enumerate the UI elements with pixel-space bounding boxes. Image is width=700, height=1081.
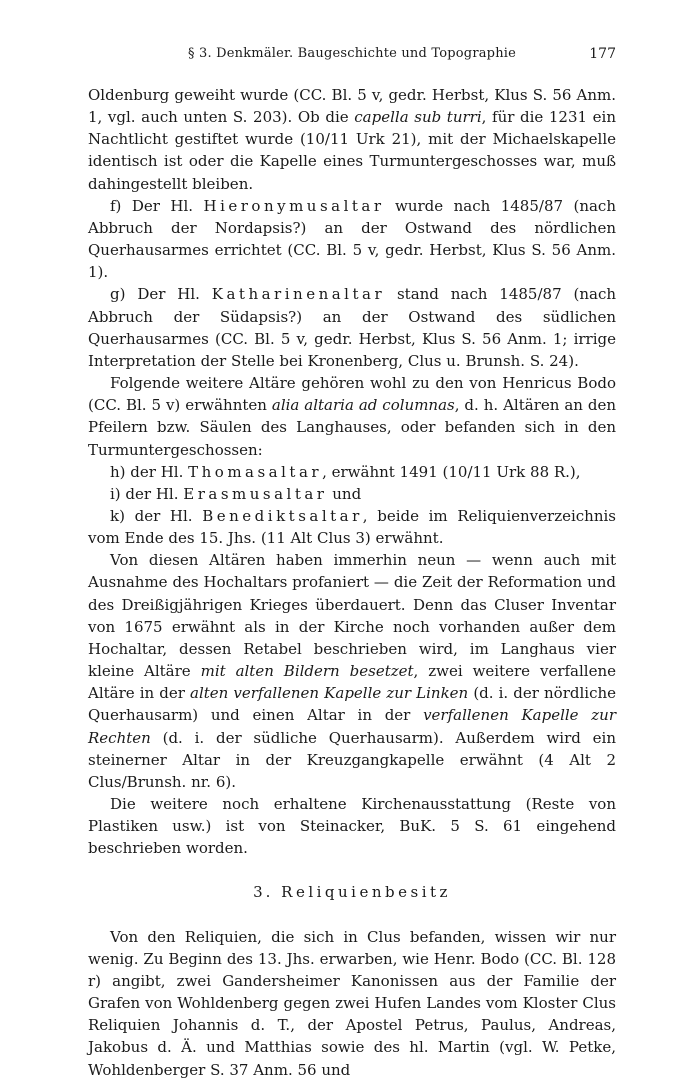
text-run: und — [327, 484, 362, 503]
text-run: (d. i. der südliche Querhausarm). Außerdem wird ein steinerner Altar in der Kreuzgangkapelle erwähnt (4 Alt 2 Clus/Brunsh. nr. 6). — [88, 728, 616, 791]
paragraph-item-h — [88, 461, 616, 483]
section-title: Reliquienbesitz — [281, 883, 451, 902]
spaced-altar-name: Thomasaltar — [188, 462, 323, 481]
text-run: Folgende weitere Altäre gehören wohl zu den von Henricus Bodo (CC. Bl. 5 v) erwähnten — [88, 374, 616, 415]
section-heading — [88, 881, 616, 903]
italic-quote: verfallenen Kapelle zur Rechten — [88, 706, 616, 747]
spaced-altar-name: Hieronymusaltar — [203, 196, 385, 215]
paragraph-von-diesen — [88, 549, 616, 793]
text-run: stand nach 1485/87 (nach Abbruch der Südapsis?) an der Ostwand des südlichen Querhausarmes (CC. Bl. 5 v, gedr. Herbst, Klus S. 56 Anm. 1; irrige Interpretation der Stelle bei Kronenberg, Clus u. Brunsh. S. 24). — [88, 285, 617, 370]
paragraph-continuation — [88, 84, 616, 195]
paragraph-reliquien: Von den Reliquien, die sich in Clus befanden, wissen wir nur wenig. Zu Beginn des 13. Jhs. erwarben, wie Henr. Bodo (CC. Bl. 128 r) angibt, zwei Gandersheimer Kanonissen aus der Familie der Grafen von Wohldenberg gegen zwei Hufen Landes vom Kloster Clus Reliquien Johannis d. T., der Apostel Petrus, Paulus, Andreas, Jakobus d. Ä. und Matthias sowie des hl. Martin (vgl. W. Petke, Wohldenberger S. 37 Anm. 56 und — [88, 927, 616, 1079]
paragraph-item-k — [88, 505, 616, 549]
italic-quote: mit alten Bildern besetzet — [200, 662, 414, 681]
text-run: g) Der Hl. — [110, 285, 212, 304]
text-run: k) der Hl. — [110, 506, 203, 525]
text-run: f) Der Hl. — [110, 196, 204, 215]
paragraph-item-g — [88, 283, 616, 372]
text-run: , erwähnt 1491 (10/11 Urk 88 R.), — [322, 462, 581, 481]
text-run: , zwei weitere verfallene Altäre in der — [88, 662, 616, 703]
section-number: 3. — [253, 883, 282, 902]
spaced-altar-name: Katharinenaltar — [211, 285, 386, 304]
italic-quote: alten verfallenen Kapelle zur Linken — [190, 684, 469, 703]
text-run: wurde nach 1485/87 (nach Abbruch der Nordapsis?) an der Ostwand des nördlichen Querhausarmes errichtet (CC. Bl. 5 v, gedr. Herbst, Klus S. 56 Anm. 1). — [88, 196, 616, 282]
text-run: , für die 1231 ein Nachtlicht gestiftet wurde (10/11 Urk 21), mit der Michaelskapelle identisch ist oder die Kapelle eines Turmuntergeschosses war, muß dahingestellt bleiben. — [88, 108, 616, 193]
text-run: i) der Hl. — [110, 484, 184, 503]
italic-term: alia altaria ad columnas — [271, 396, 455, 415]
text-run: Von diesen Altären haben immerhin neun — wenn auch mit Ausnahme des Hochaltars profaniert — die Zeit der Reformation und des Dreißigjährigen Krieges überdauert. Denn das Cluser Inventar von 1675 erwähnt als in der Kirche noch vorhanden außer dem Hochaltar, dessen Retabel beschrieben wird, im Langhaus vier kleine Altäre — [88, 551, 616, 681]
running-head-title: § 3. Denkmäler. Baugeschichte und Topographie — [187, 46, 517, 61]
paragraph-item-i — [88, 483, 616, 505]
running-head — [88, 46, 616, 68]
text-run: , beide im Reliquienverzeichnis vom Ende des 15. Jhs. (11 Alt Clus 3) erwähnt. — [88, 506, 616, 548]
paragraph-folgende — [88, 372, 616, 461]
spaced-altar-name: Benediktsaltar — [202, 506, 363, 525]
text-run: Oldenburg geweiht wurde (CC. Bl. 5 v, gedr. Herbst, Klus S. 56 Anm. 1, vgl. auch unten S. 203). Ob die — [88, 86, 616, 127]
spaced-altar-name: Erasmusaltar — [183, 484, 328, 503]
body-text — [88, 84, 616, 1081]
paragraph-die-weitere: Die weitere noch erhaltene Kirchenausstattung (Reste von Plastiken usw.) ist von Steinacker, BuK. 5 S. 61 eingehend beschrieben worden. — [88, 795, 616, 858]
text-run: h) der Hl. — [110, 462, 189, 481]
paragraph-item-f — [88, 195, 616, 284]
italic-term: capella sub turri — [354, 108, 482, 127]
page-number: 177 — [589, 46, 616, 62]
text-run: (d. i. der nördliche Querhausarm) und einen Altar in der — [88, 684, 617, 725]
text-run: , d. h. Altären an den Pfeilern bzw. Säulen des Langhauses, oder befanden sich in den Turmuntergeschossen: — [88, 396, 616, 459]
